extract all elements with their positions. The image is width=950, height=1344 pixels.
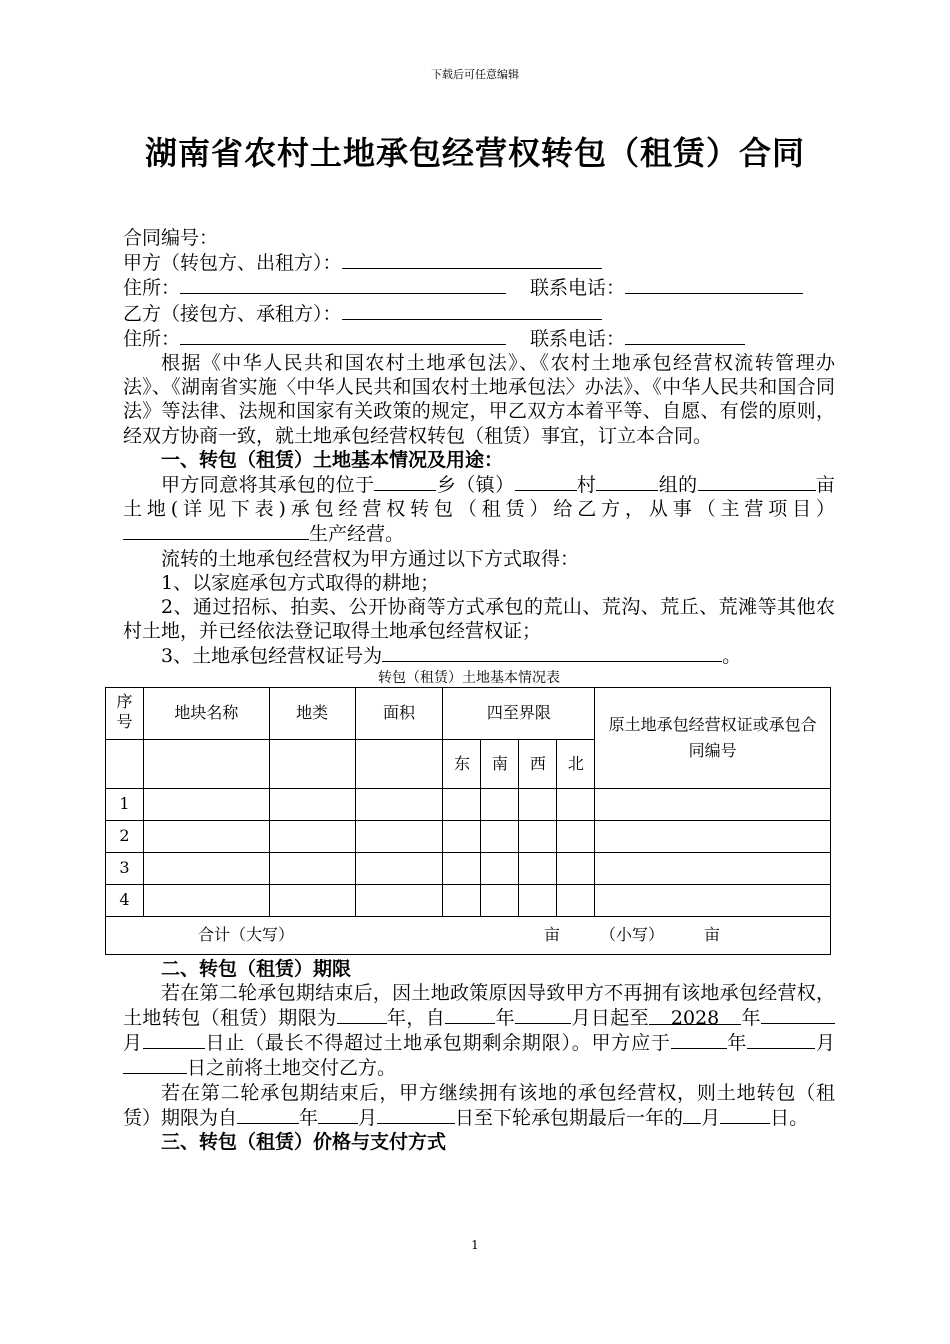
- table-row: [106, 852, 831, 884]
- table-cell[interactable]: [106, 739, 144, 788]
- acquisition-item-3: [123, 643, 835, 668]
- contract-title: 湖南省农村土地承包经营权转包（租赁）合同: [144, 134, 805, 172]
- row-seq: 3: [106, 852, 144, 884]
- text-run: 日起至: [590, 1007, 650, 1030]
- party-b-label: 乙方（接包方、承租方）：: [123, 302, 342, 325]
- total-row: [106, 916, 831, 954]
- header-note: 下载后可任意编辑: [431, 68, 519, 81]
- south-header: 南: [481, 739, 519, 788]
- party-b-line: [123, 301, 835, 326]
- text-run: 年: [495, 1007, 516, 1030]
- area-blank[interactable]: [698, 472, 816, 491]
- table-cell[interactable]: [355, 852, 443, 884]
- total-label: 合计（大写）: [198, 925, 295, 945]
- party-b-blank[interactable]: [342, 301, 602, 320]
- township-blank[interactable]: [374, 472, 436, 491]
- section-3-heading: 三、转包（租赁）价格与支付方式: [161, 1131, 447, 1154]
- small-label: （小写）: [600, 925, 665, 945]
- land-info-table: [105, 687, 831, 955]
- text-run: 年: [741, 1007, 761, 1030]
- cert-header: 原土地承包经营权证或承包合同编号: [595, 687, 831, 788]
- acquisition-item-2: 2、通过招标、拍卖、公开协商等方式承包的荒山、荒沟、荒丘、荒滩等其他农村土地，并已经依法登记取得土地承包经营权证；: [123, 596, 835, 643]
- text-run: 甲方同意将其承包的位于: [161, 474, 375, 497]
- name-header: 地块名称: [143, 687, 269, 739]
- table-cell[interactable]: [269, 788, 355, 820]
- group-blank[interactable]: [596, 472, 658, 491]
- table-caption: 转包（租赁）土地基本情况表: [378, 669, 560, 686]
- text-run: 的: [678, 474, 698, 497]
- term-years-blank[interactable]: [337, 1005, 387, 1024]
- table-cell[interactable]: [143, 884, 269, 916]
- table-cell[interactable]: [519, 788, 557, 820]
- row-seq: 1: [106, 788, 144, 820]
- table-cell[interactable]: [595, 884, 831, 916]
- phone-label: 联系电话：: [530, 327, 626, 350]
- text-run: 村: [576, 474, 597, 497]
- total-cell: [106, 916, 831, 954]
- north-header: 北: [557, 739, 595, 788]
- party-a-line: [123, 250, 835, 275]
- table-cell[interactable]: [519, 884, 557, 916]
- party-b-phone-blank[interactable]: [625, 326, 745, 345]
- address-label: 住所：: [123, 277, 181, 300]
- table-cell[interactable]: [355, 788, 443, 820]
- delivery-year-blank[interactable]: [671, 1030, 727, 1049]
- page-number: 1: [471, 1238, 479, 1252]
- table-cell[interactable]: [143, 788, 269, 820]
- text-run: 年: [299, 1106, 319, 1129]
- party-a-label: 甲方（转包方、出租方）：: [123, 252, 342, 275]
- text-run: 年: [726, 1032, 748, 1055]
- seq-header: [106, 687, 144, 739]
- text-run: 日之前将土地交付乙方。: [187, 1057, 397, 1080]
- area-header: 面积: [355, 687, 443, 739]
- table-row: [106, 820, 831, 852]
- party-b-address-line: [123, 326, 835, 351]
- final-month-blank[interactable]: [683, 1105, 701, 1124]
- text-run: 日至下轮承包期最后一年的: [455, 1106, 684, 1129]
- table-cell[interactable]: [557, 788, 595, 820]
- table-cell[interactable]: [443, 788, 481, 820]
- table-cell[interactable]: [355, 820, 443, 852]
- party-a-phone-blank[interactable]: [625, 275, 803, 294]
- text-run: 若在第二轮承包期结束后，因土地政策原因导致甲方不再拥有该地承包经营权，土地转包（租赁）期限为: [123, 981, 835, 1030]
- table-cell[interactable]: [143, 820, 269, 852]
- table-cell[interactable]: [557, 884, 595, 916]
- table-cell[interactable]: [481, 884, 519, 916]
- table-cell[interactable]: [269, 852, 355, 884]
- row-seq: 4: [106, 884, 144, 916]
- end-month-blank[interactable]: [761, 1005, 835, 1024]
- west-header: 西: [519, 739, 557, 788]
- row-seq: 2: [106, 820, 144, 852]
- seq-header-text: 序号: [116, 692, 133, 732]
- table-cell[interactable]: [557, 820, 595, 852]
- text-run: 乡（镇）: [436, 474, 515, 497]
- table-cell[interactable]: [595, 788, 831, 820]
- table-cell[interactable]: [557, 852, 595, 884]
- acquisition-item-1: 1、以家庭承包方式取得的耕地；: [161, 571, 440, 594]
- table-cell[interactable]: [443, 884, 481, 916]
- renewal-month-blank[interactable]: [318, 1105, 358, 1124]
- renewal-day-blank[interactable]: [377, 1105, 455, 1124]
- text-run: 3、土地承包经营权证号为: [161, 645, 383, 668]
- start-month-blank[interactable]: [515, 1005, 571, 1024]
- preamble-paragraph: 根据《中华人民共和国农村土地承包法》、《农村土地承包经营权流转管理办法》、《湖南省实施〈中华人民共和国农村土地承包法〉办法》、《中华人民共和国合同法》等法律、法规和国家有关政策的规定，甲乙双方本着平等、自愿、有偿的原则，经双方协商一致，就土地承包经营权转包（租赁）事宜，订立本合同。: [123, 352, 835, 447]
- text-run: 月: [123, 1032, 143, 1055]
- table-cell[interactable]: [269, 739, 355, 788]
- table-cell[interactable]: [355, 739, 443, 788]
- east-header: 东: [443, 739, 481, 788]
- bounds-header: 四至界限: [443, 687, 595, 739]
- renewal-year-blank[interactable]: [237, 1105, 299, 1124]
- table-cell[interactable]: [519, 820, 557, 852]
- section-2-heading: 二、转包（租赁）期限: [161, 957, 352, 980]
- table-cell[interactable]: [143, 852, 269, 884]
- table-cell[interactable]: [269, 884, 355, 916]
- contract-no-label: 合同编号：: [123, 227, 219, 249]
- main-project-blank[interactable]: [123, 521, 309, 540]
- text-run: （主营项目）: [696, 498, 835, 521]
- table-cell[interactable]: [481, 820, 519, 852]
- party-a-address-blank[interactable]: [180, 275, 506, 294]
- table-cell[interactable]: [595, 852, 831, 884]
- party-a-address-line: [123, 275, 835, 300]
- table-cell[interactable]: [481, 788, 519, 820]
- table-cell[interactable]: [519, 852, 557, 884]
- section-2-paragraph-2: [123, 1081, 835, 1130]
- contract-no-line: [123, 226, 835, 250]
- phone-label: 联系电话：: [530, 277, 626, 300]
- delivery-day-blank[interactable]: [123, 1055, 187, 1074]
- start-year-blank[interactable]: [445, 1005, 495, 1024]
- table-cell[interactable]: [355, 884, 443, 916]
- table-row: [106, 884, 831, 916]
- table-cell[interactable]: [595, 820, 831, 852]
- party-a-blank[interactable]: [342, 250, 602, 269]
- section-1-heading: 一、转包（租赁）土地基本情况及用途：: [161, 448, 504, 471]
- mu-label-2: 亩: [704, 925, 721, 945]
- mu-label-1: 亩: [544, 925, 561, 945]
- table-cell[interactable]: [443, 820, 481, 852]
- certificate-number-blank[interactable]: [382, 643, 722, 662]
- delivery-month-blank[interactable]: [747, 1030, 815, 1049]
- text-run: 年，自: [386, 1007, 446, 1030]
- table-cell[interactable]: [143, 739, 269, 788]
- party-b-address-blank[interactable]: [180, 326, 506, 345]
- text-run: 月: [815, 1032, 835, 1055]
- text-run: 月: [358, 1106, 378, 1129]
- section-2-paragraph-1: [123, 981, 835, 1081]
- address-label: 住所：: [123, 327, 181, 350]
- end-year-field[interactable]: 2028: [649, 1006, 741, 1025]
- table-cell[interactable]: [443, 852, 481, 884]
- text-run: 亩土地(详见下表)承包经营权转包（租赁）给乙方，从事: [123, 474, 835, 521]
- text-run: 生产经营。: [309, 523, 405, 546]
- table-cell[interactable]: [269, 820, 355, 852]
- type-header: 地类: [269, 687, 355, 739]
- acquisition-intro: 流转的土地承包经营权为甲方通过以下方式取得：: [161, 547, 580, 570]
- contract-body: [116, 226, 835, 1154]
- text-run: 日止（最长不得超过土地承包期剩余期限）。甲方应于: [204, 1032, 671, 1055]
- text-run: 月: [701, 1106, 721, 1129]
- text-run: 月: [571, 1007, 591, 1030]
- text-run: 组: [658, 474, 679, 497]
- final-day-blank[interactable]: [720, 1105, 770, 1124]
- text-run: 日。: [770, 1106, 809, 1129]
- village-blank[interactable]: [515, 472, 577, 491]
- text-run: 。: [722, 645, 742, 668]
- end-day-blank[interactable]: [143, 1030, 205, 1049]
- table-cell[interactable]: [481, 852, 519, 884]
- section-1-paragraph: [123, 472, 835, 547]
- text-run: 若在第二轮承包期结束后，甲方继续拥有该地的承包经营权，则土地转包（租赁）期限为自: [123, 1081, 835, 1129]
- table-row: [106, 788, 831, 820]
